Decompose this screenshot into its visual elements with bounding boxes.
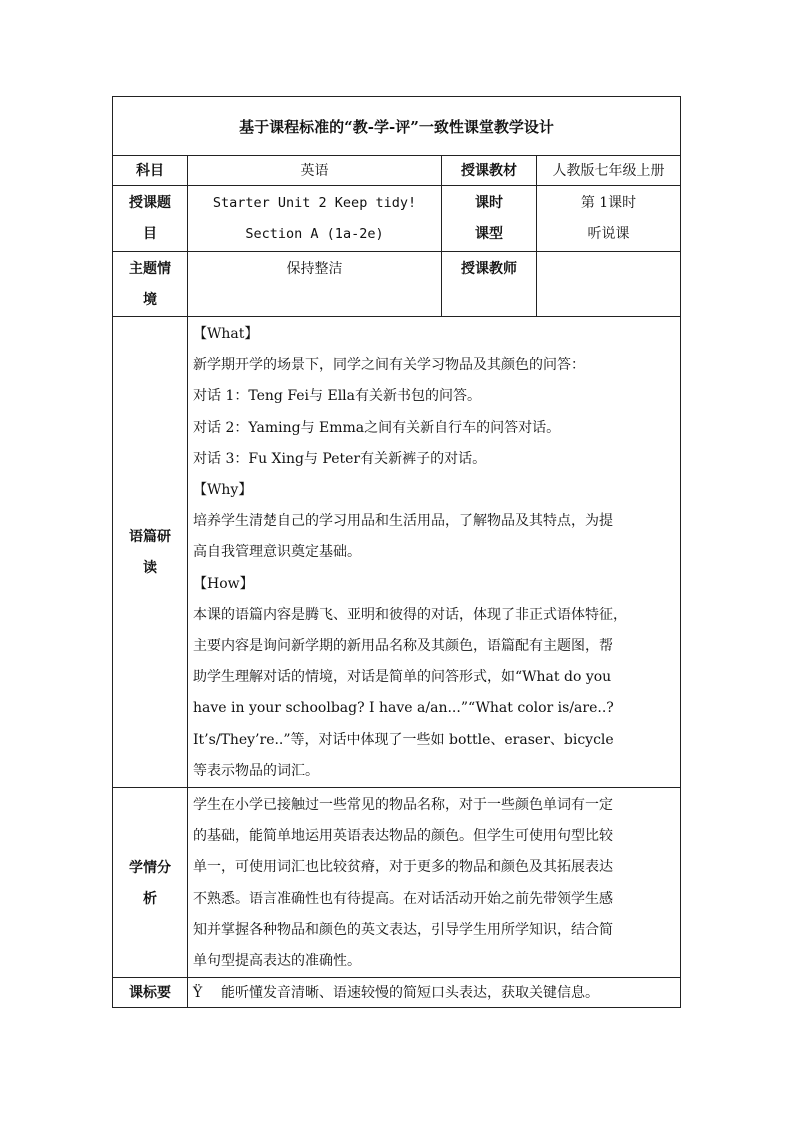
text-study-label	[113, 317, 188, 788]
topic-label-line-2: 目	[143, 226, 157, 242]
text-line: 助学生理解对话的情境，对话是简单的问答形式，如“What do you	[193, 669, 612, 686]
text-line: 本课的语篇内容是腾飞、亚明和彼得的对话，体现了非正式语体特征，	[193, 606, 627, 623]
theme-label-line-2: 境	[143, 292, 157, 308]
period-label-line-2: 课型	[475, 226, 503, 242]
topic-value-line-1: Starter Unit 2 Keep tidy!	[212, 195, 417, 211]
document-title: 基于课程标准的“教-学-评”一致性课堂教学设计	[113, 97, 681, 156]
standards-row	[113, 978, 681, 1008]
text-line: 学生在小学已接触过一些常见的物品名称，对于一些颜色单词有一定	[193, 797, 613, 814]
text-line: 主要内容是询问新学期的新用品名称及其颜色，语篇配有主题图，帮	[193, 638, 613, 655]
learner-analysis-content	[188, 788, 681, 978]
material-value: 人教版七年级上册	[537, 156, 681, 186]
topic-row	[113, 186, 681, 252]
text-line: have in your schoolbag? I have a/an...”“What color is/are..?	[193, 700, 614, 717]
text-study-row	[113, 317, 681, 788]
text-line: 培养学生清楚自己的学习用品和生活用品，了解物品及其特点，为提	[193, 513, 613, 530]
text-study-content	[188, 317, 681, 788]
period-value-line-1: 第 1课时	[580, 195, 637, 211]
subject-label: 科目	[113, 156, 188, 186]
how-heading: 【How】	[193, 575, 254, 592]
period-label-line-1: 课时	[475, 195, 503, 211]
teacher-value	[537, 252, 681, 317]
bullet-icon: Ÿ	[193, 984, 203, 1001]
theme-value: 保持整洁	[188, 252, 442, 317]
topic-label-line-1: 授课题	[129, 195, 171, 211]
material-label: 授课教材	[442, 156, 537, 186]
learner-analysis-row	[113, 788, 681, 978]
text-line: 的基础，能简单地运用英语表达物品的颜色。但学生可使用句型比较	[193, 828, 613, 845]
theme-label-line-1: 主题情	[129, 261, 171, 277]
teacher-label: 授课教师	[442, 252, 537, 317]
text-study-label-line-1: 语篇研	[129, 529, 171, 546]
title-row	[113, 97, 681, 156]
learner-label-line-1: 学情分	[129, 859, 171, 876]
text-line: 高自我管理意识奠定基础。	[193, 544, 361, 561]
text-line: 对话 1：Teng Fei与 Ella有关新书包的问答。	[193, 388, 482, 405]
what-heading: 【What】	[193, 326, 259, 342]
learner-analysis-label	[113, 788, 188, 978]
topic-value-line-2: Section A (1a-2e)	[245, 226, 384, 242]
standards-text: 能听懂发音清晰、语速较慢的简短口头表达，获取关键信息。	[221, 984, 599, 1001]
period-value	[537, 186, 681, 252]
why-heading: 【Why】	[193, 482, 253, 499]
lesson-plan-table	[112, 96, 681, 1008]
text-line: 知并掌握各种物品和颜色的英文表达，引导学生用所学知识，结合简	[193, 921, 613, 938]
text-line: It’s/They’re..”等，对话中体现了一些如 bottle、eraser、bicycle	[193, 731, 614, 748]
subject-value: 英语	[188, 156, 442, 186]
text-line: 等表示物品的词汇。	[193, 762, 319, 779]
period-label	[442, 186, 537, 252]
standards-content	[188, 978, 681, 1008]
text-line: 对话 3：Fu Xing与 Peter有关新裤子的对话。	[193, 450, 487, 467]
theme-label	[113, 252, 188, 317]
text-study-label-line-2: 读	[143, 560, 157, 577]
standards-label: 课标要	[113, 978, 188, 1008]
theme-row	[113, 252, 681, 317]
text-line: 单一，可使用词汇也比较贫瘠，对于更多的物品和颜色及其拓展表达	[193, 859, 613, 876]
text-line: 新学期开学的场景下，同学之间有关学习物品及其颜色的问答：	[193, 357, 585, 374]
learner-label-line-2: 析	[143, 890, 157, 907]
topic-value	[188, 186, 442, 252]
period-value-line-2: 听说课	[587, 226, 630, 242]
subject-row	[113, 156, 681, 186]
text-line: 对话 2：Yaming与 Emma之间有关新自行车的问答对话。	[193, 419, 561, 436]
text-line: 不熟悉。语言准确性也有待提高。在对话活动开始之前先带领学生感	[193, 890, 613, 907]
topic-label	[113, 186, 188, 252]
text-line: 单句型提高表达的准确性。	[193, 953, 361, 970]
